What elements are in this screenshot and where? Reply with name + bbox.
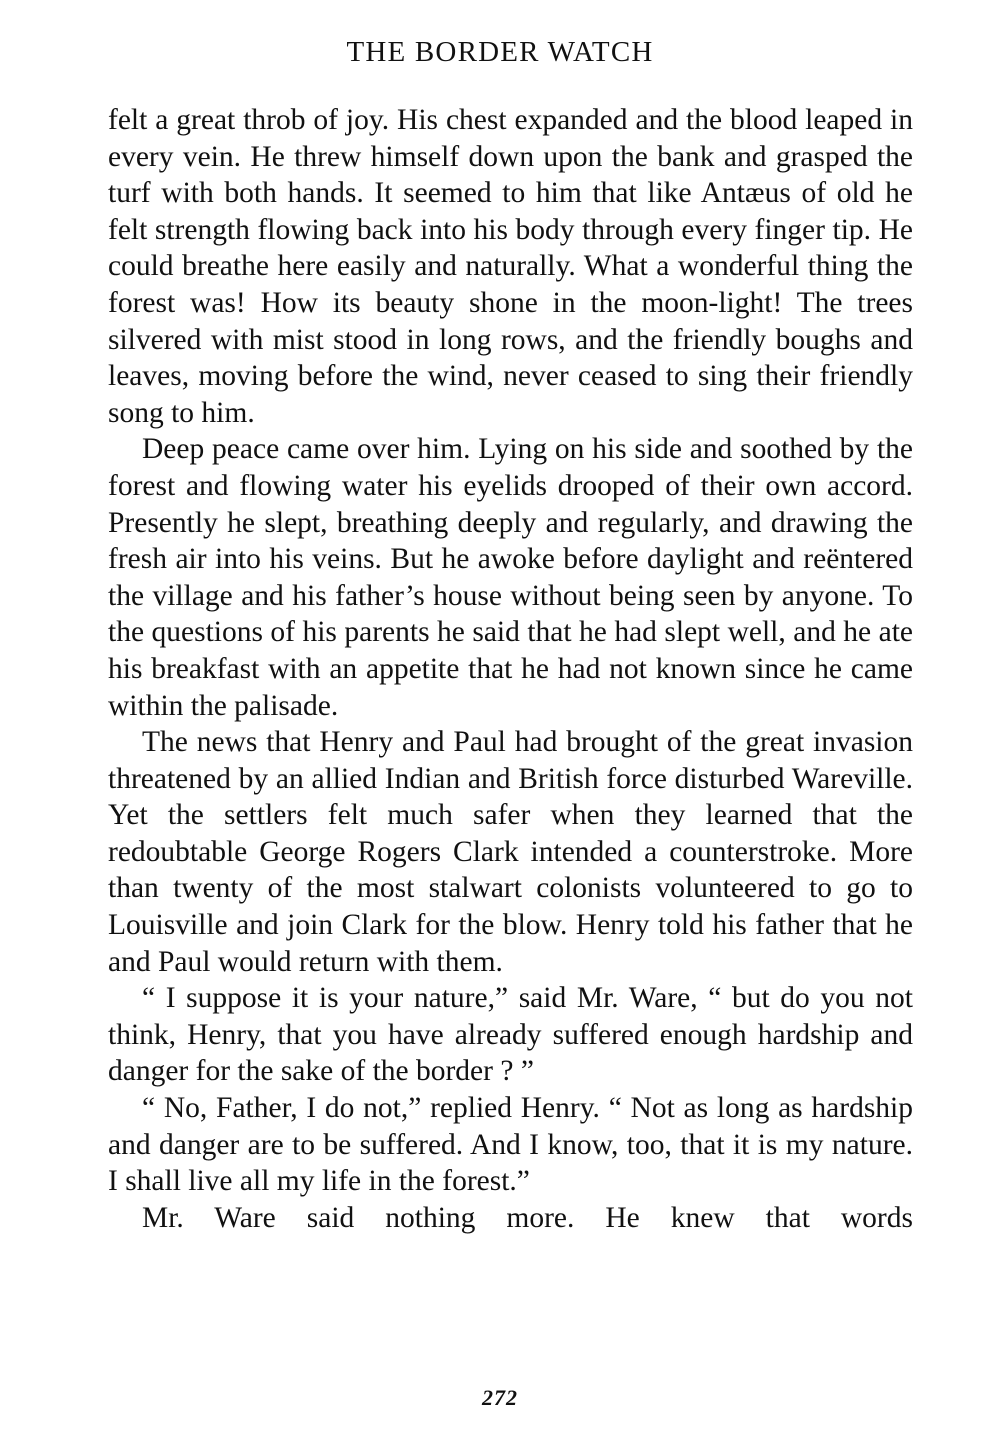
paragraph: Deep peace came over him. Lying on his side and soothed by the forest and flowing water his eyelids drooped of their own accord. Presently he slept, breathing deeply and regularly, and drawing the fresh air into his veins. But he awoke before daylight and reëntered the village and his father’s house without being seen by anyone. To the questions of his parents he said that he had slept well, and he ate his breakfast with an appetite that he had not known since he came within the palisade. (108, 433, 913, 722)
paragraph: The news that Henry and Paul had brought of the great invasion threatened by an allied Indian and British force disturbed Wareville. Yet the settlers felt much safer when they learned that the redoubtable George Rogers Clark intended a counterstroke. More than twenty of the most stalwart colonists volunteered to go to Louisville and join Clark for the blow. Henry told his father that he and Paul would return with them. (108, 726, 913, 978)
running-head: THE BORDER WATCH (346, 36, 654, 68)
paragraph: felt a great throb of joy. His chest expanded and the blood leaped in every vein. He threw himself down upon the bank and grasped the turf with both hands. It seemed to him that like Antæus of old he felt strength flowing back into his body through every finger tip. He could breathe here easily and naturally. What a wonderful thing the forest was! How its beauty shone in the moon-light! The trees silvered with mist stood in long rows, and the friendly boughs and leaves, moving before the wind, never ceased to sing their friendly song to him. (108, 104, 913, 429)
paragraph: “ I suppose it is your nature,” said Mr. Ware, “ but do you not think, Henry, that you have already suffered enough hardship and danger for the sake of the border ? ” (108, 982, 913, 1088)
paragraph: Mr. Ware said nothing more. He knew that words (142, 1201, 913, 1234)
paragraph: “ No, Father, I do not,” replied Henry. “ Not as long as hardship and danger are to be suffered. And I know, too, that it is my nature. I shall live all my life in the forest.” (108, 1092, 913, 1198)
page-number: 272 (482, 1385, 518, 1410)
page-body (108, 102, 913, 1236)
